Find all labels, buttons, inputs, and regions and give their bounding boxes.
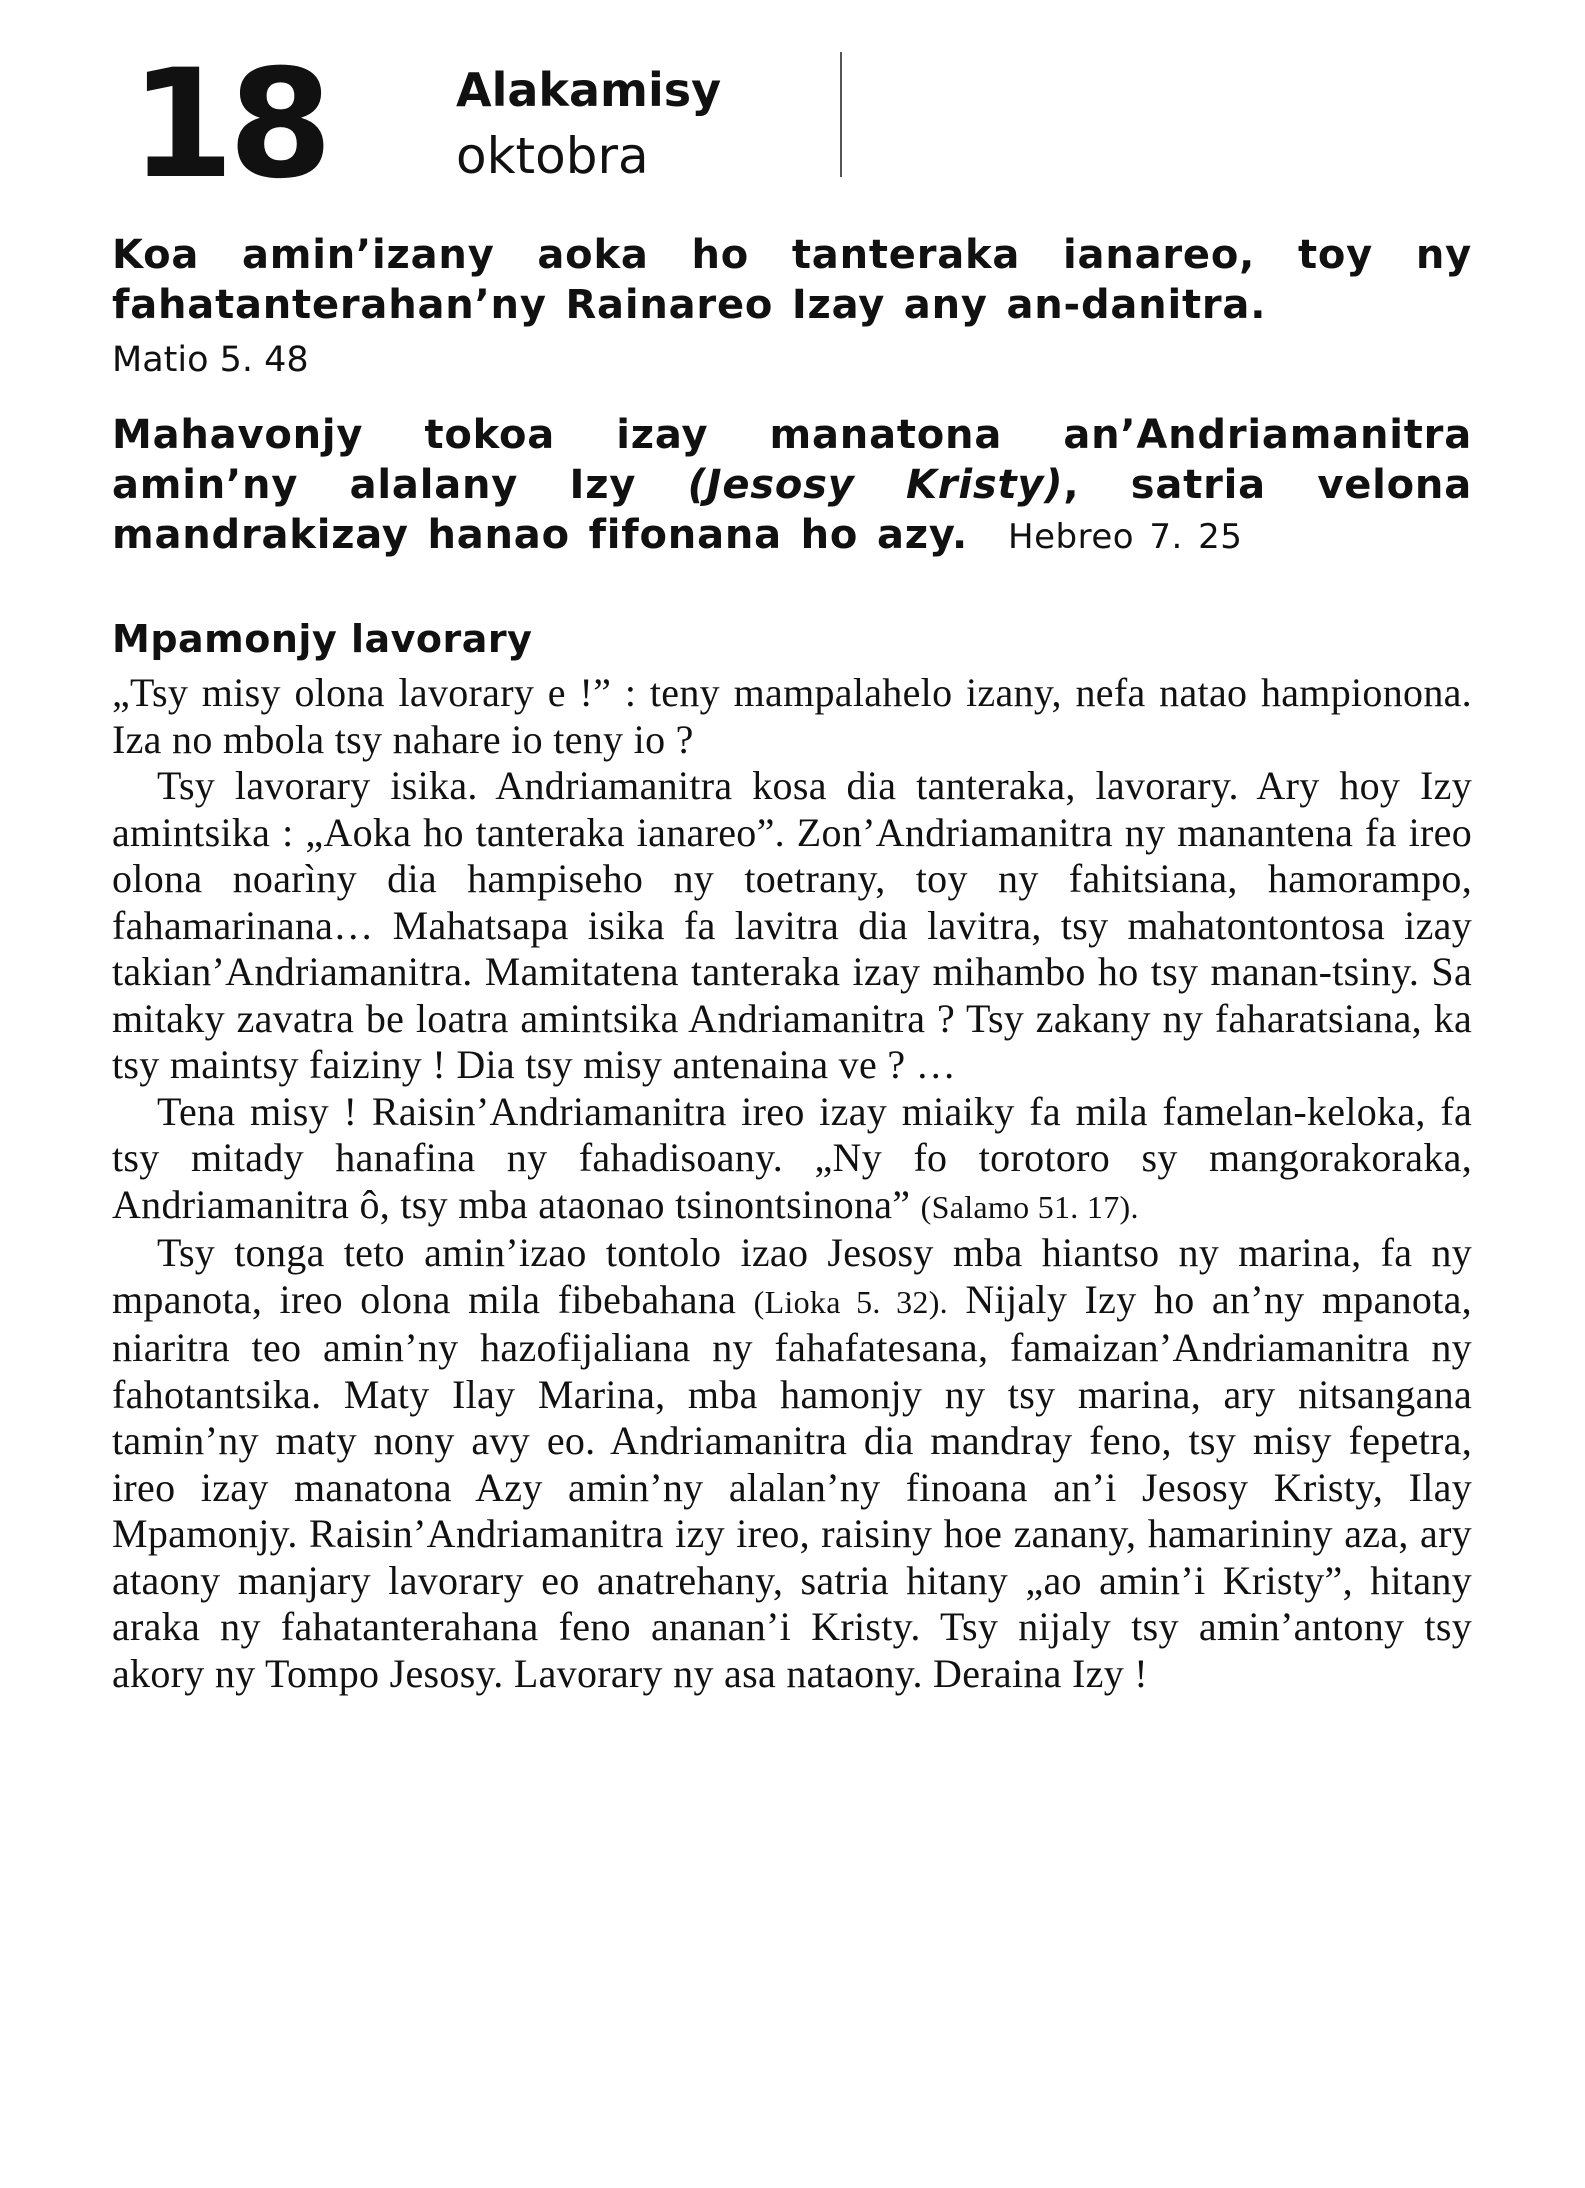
weekday: Alakamisy: [456, 63, 722, 117]
verse-2-text-start: Mahavonjy tokoa izay manatona an’Andriamanitra amin’ny alalany Izy: [112, 412, 1472, 508]
verse-2-text-end: , satria velona mandrakizay hanao fifonana ho azy.: [112, 462, 1473, 558]
day-number: 18: [130, 38, 327, 212]
verse-1-reference: Matio 5. 48: [112, 340, 309, 380]
paragraph-3-reference: (Salamo 51. 17).: [920, 1188, 1139, 1225]
paragraph-4-text-start: Tsy tonga teto amin’izao tontolo izao Jesosy mba hiantso ny marina, fa ny mpanota, ireo olona mila fibebahana: [112, 1230, 1472, 1322]
header-divider: [840, 52, 842, 177]
paragraph-3: [112, 1089, 1472, 1231]
verse-1: [112, 230, 1472, 330]
month: oktobra: [456, 127, 649, 185]
paragraph-4-reference: (Lioka 5. 32).: [753, 1283, 948, 1320]
verse-1-text: Koa amin’izany aoka ho tanteraka ianareo, toy ny fahatanterahan’ny Rainareo Izay any an-danitra.: [112, 232, 1472, 328]
paragraph-1: „Tsy misy olona lavorary e !” : teny mampalahelo izany, nefa natao hampionona. Iza no mbola tsy nahare io teny io ?: [112, 670, 1472, 762]
verse-2: [112, 410, 1472, 562]
paragraph-2: Tsy lavorary isika. Andriamanitra kosa dia tanteraka, lavorary. Ary hoy Izy amintsika : „Aoka ho tanteraka ianareo”. Zon’Andriamanitra ny manantena fa ireo olona noarìny dia hampiseho ny toetrany, toy ny fahitsiana, hamorampo, fahamarinana… Mahatsapa isika fa lavitra dia lavitra, tsy mahatontontosa izay takian’Andriamanitra. Mamitatena tanteraka izay mihambo ho tsy manan-tsiny. Sa mitaky zavatra be loatra amintsika Andriamanitra ? Tsy zakany ny faharatsiana, ka tsy maintsy faiziny ! Dia tsy misy antenaina ve ? …: [112, 763, 1472, 1087]
verse-2-italic-note: (Jesosy Kristy): [687, 462, 1064, 508]
verse-2-reference: Hebreo 7. 25: [1008, 517, 1243, 557]
section-title: Mpamonjy lavorary: [112, 617, 533, 661]
paragraph-4: [112, 1230, 1472, 1697]
date-header: [130, 38, 850, 212]
paragraph-3-text: Tena misy ! Raisin’Andriamanitra ireo izay miaiky fa mila famelan-keloka, fa tsy mitady hanafina ny fahadisoany. „Ny fo torotoro sy mangorakoraka, Andriamanitra ô, tsy mba ataonao tsinontsinona”: [112, 1088, 1472, 1227]
paragraph-4-text-end: Nijaly Izy ho an’ny mpanota, niaritra teo amin’ny hazofijaliana ny fahafatesana, famaizan’Andriamanitra ny fahotantsika. Maty Ilay Marina, mba hamonjy ny tsy marina, ary nitsangana tamin’ny maty nony avy eo. Andriamanitra dia mandray feno, tsy misy fepetra, ireo izay manatona Azy amin’ny alalan’ny finoana an’i Jesosy Kristy, Ilay Mpamonjy. Raisin’Andriamanitra izy ireo, raisiny hoe zanany, hamarininy aza, ary ataony manjary lavorary eo anatrehany, satria hitany „ao amin’i Kristy”, hitany araka ny fahatanterahana feno ananan’i Kristy. Tsy nijaly tsy amin’antony tsy akory ny Tompo Jesosy. Lavorary ny asa nataony. Deraina Izy !: [112, 1276, 1472, 1696]
meditation-body: [112, 670, 1472, 1697]
